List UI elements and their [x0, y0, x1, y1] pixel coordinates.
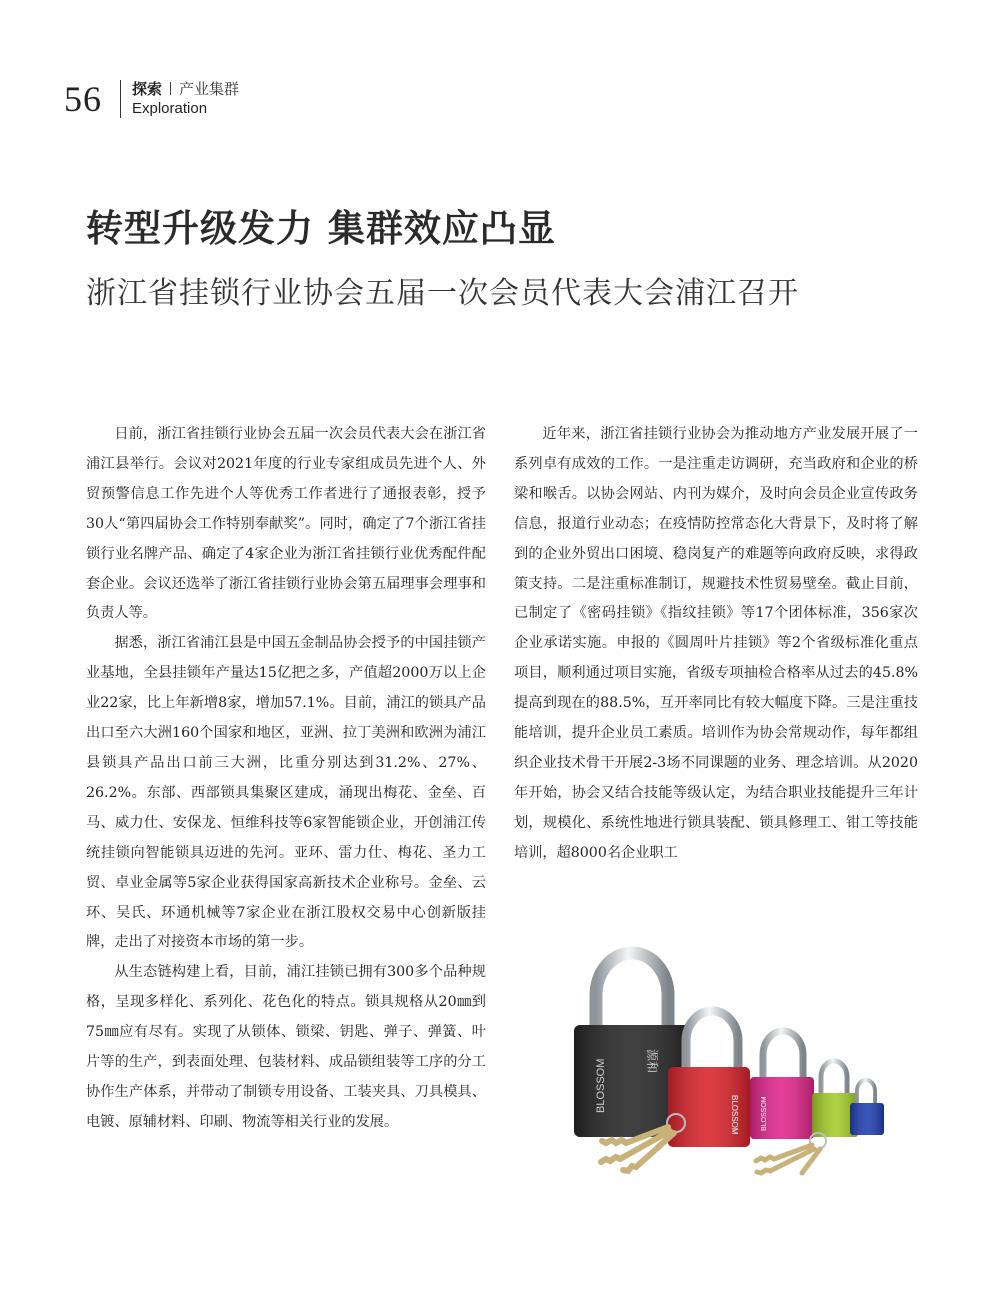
- paragraph: 日前，浙江省挂锁行业协会五届一次会员代表大会在浙江省浦江县举行。会议对2021年度的行业专家组成员先进个人、外贸预警信息工作先进个人等优秀工作者进行了通报表彰，授予30人“第四届协会工作特别奉献奖”。同时，确定了7个浙江省挂锁行业名牌产品、确定了4家企业为浙江省挂锁行业优秀配件配套企业。会议还选举了浙江省挂锁行业协会第五届理事会理事和负责人等。: [86, 426, 486, 622]
- section-name-english: Exploration: [132, 100, 208, 117]
- section-name: 探索: [132, 81, 163, 98]
- section-label: [132, 78, 239, 99]
- article-subtitle: 浙江省挂锁行业协会五届一次会员代表大会浦江召开: [86, 276, 799, 311]
- left-column: [86, 420, 486, 1138]
- article-title: 转型升级发力 集群效应凸显: [86, 207, 556, 250]
- lock-brand-text: BLOSSOM: [761, 1096, 768, 1131]
- paragraph: 近年来，浙江省挂锁行业协会为推动地方产业发展开展了一系列卓有成效的工作。一是注重走访调研，充当政府和企业的桥梁和喉舌。以协会网站、内刊为媒介，及时向会员企业宣传政务信息，报道行业动态；在疫情防控常态化大背景下，及时将了解到的企业外贸出口困境、稳岗复产的难题等向政府反映，求得政策支持。二是注重标准制订，规避技术性贸易壁垒。截止目前，已制定了《密码挂锁》《指纹挂锁》等17个团体标准，356家次企业承诺实施。申报的《圆周叶片挂锁》等2个省级标准化重点项目，顺利通过项目实施，省级专项抽检合格率从过去的45.8%提高到现在的88.5%，互开率同比有较大幅度下降。三是注重技能培训，提升企业员工素质。培训作为协会常规动作，每年都组织企业技术骨干开展2-3场不同课题的业务、理念培训。从2020年开始，协会又结合技能等级认定，为结合职业技能提升三年计划，规模化、系统性地进行锁具装配、锁具修理工、钳工等技能培训，超8000名企业职工: [514, 426, 918, 861]
- subsection-name: 产业集群: [179, 81, 240, 98]
- padlocks-photo: [556, 945, 924, 1180]
- paragraph: 从生态链构建上看，目前，浦江挂锁已拥有300多个品种规格，呈现多样化、系列化、花色化的特点。锁具规格从20㎜到75㎜应有尽有。实现了从锁体、锁梁、钥匙、弹子、弹簧、叶片等的生产，到表面处理、包装材料、成品锁组装等工序的分工协作生产体系，并带动了制锁专用设备、工装夹具、刀具模具、电镀、原辅材料、印刷、物流等相关行业的发展。: [86, 964, 486, 1130]
- lock-brand-cn-text: 源和: [645, 1049, 659, 1074]
- section-separator: [170, 82, 171, 95]
- right-column: [514, 420, 918, 869]
- page-number: 56: [64, 79, 102, 119]
- paragraph: 据悉，浙江省浦江县是中国五金制品协会授予的中国挂锁产业基地，全县挂锁年产量达15亿把之多，产值超2000万以上企业22家，比上年新增8家，增加57.1%。目前，浦江的锁具产品出口至六大洲160个国家和地区，亚洲、拉丁美洲和欧洲为浦江县锁具产品出口前三大洲，比重分别达到31.2%、27%、26.2%。东部、西部锁具集聚区建成，涌现出梅花、金垒、百马、威力仕、安保龙、恒维科技等6家智能锁企业，开创浦江传统挂锁向智能锁具迈进的先河。亚环、雷力仕、梅花、圣力工贸、卓业金属等5家企业获得国家高新技术企业称号。金垒、云环、吴氏、环通机械等7家企业在浙江股权交易中心创新版挂牌，走出了对接资本市场的第一步。: [86, 635, 486, 951]
- lock-brand-text: BLOSSOM: [595, 1058, 607, 1113]
- header-divider: [120, 80, 121, 118]
- lock-brand-text: BLOSSOM: [730, 1095, 739, 1135]
- blue-padlock: [850, 1080, 884, 1135]
- magenta-padlock: [750, 1031, 814, 1139]
